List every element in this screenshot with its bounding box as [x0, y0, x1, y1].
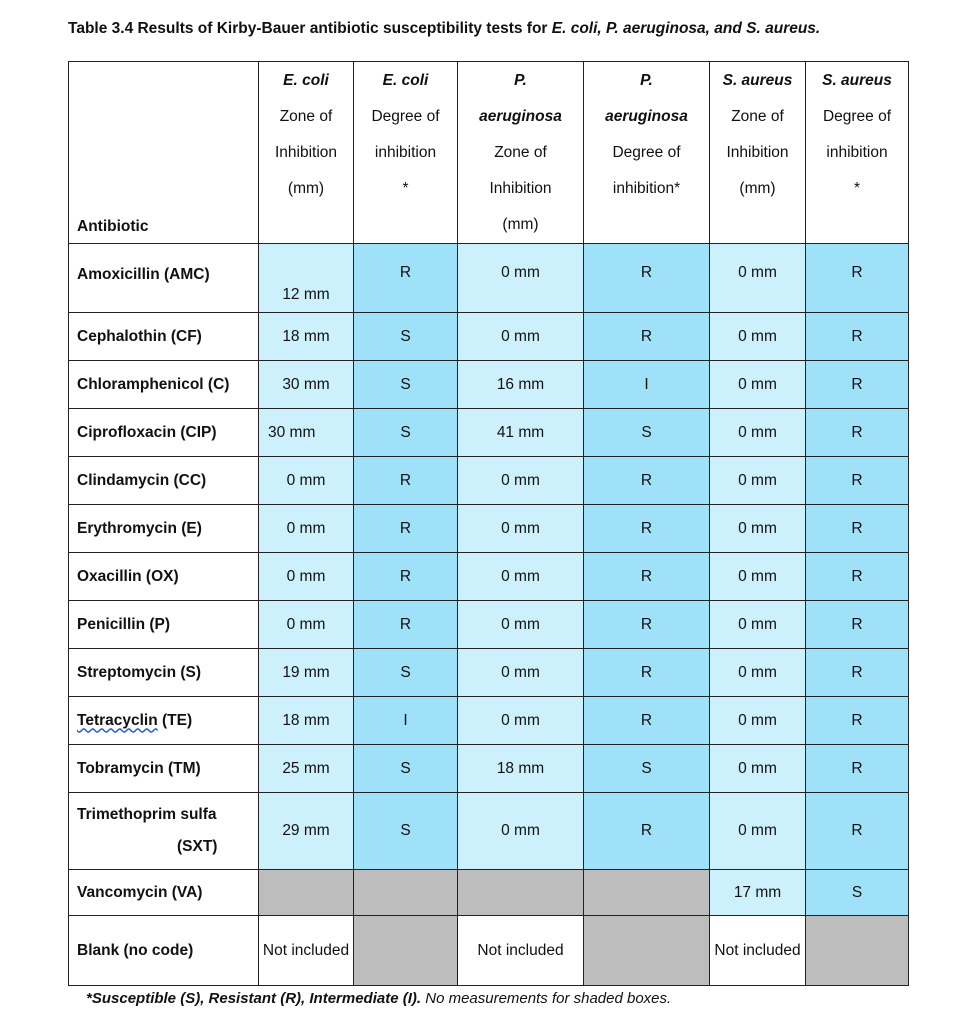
header-line: aeruginosa: [605, 108, 688, 125]
header-saureus-zone: [710, 62, 806, 244]
zone-cell: 12 mm: [259, 244, 354, 313]
zone-cell: 0 mm: [458, 697, 584, 745]
zone-cell: 17 mm: [710, 870, 806, 916]
degree-cell: R: [806, 361, 909, 409]
shaded-cell: [806, 916, 909, 986]
header-line: Degree of: [371, 108, 440, 125]
degree-cell: I: [354, 697, 458, 745]
degree-cell: R: [806, 505, 909, 553]
zone-cell: 0 mm: [259, 553, 354, 601]
antibiotic-name: Amoxicillin (AMC): [69, 244, 259, 313]
zone-cell: 0 mm: [458, 505, 584, 553]
header-line: inhibition*: [612, 180, 681, 197]
degree-cell: S: [354, 409, 458, 457]
zone-cell: 0 mm: [458, 313, 584, 361]
zone-cell: 30 mm: [259, 409, 354, 457]
degree-cell: I: [584, 361, 710, 409]
degree-cell: R: [806, 601, 909, 649]
degree-cell: R: [584, 244, 710, 313]
antibiotic-name: Penicillin (P): [69, 601, 259, 649]
antibiotic-name: Clindamycin (CC): [69, 457, 259, 505]
zone-cell: 0 mm: [710, 457, 806, 505]
zone-cell: 0 mm: [710, 553, 806, 601]
shaded-cell: [458, 870, 584, 916]
degree-cell: R: [806, 793, 909, 870]
header-line: *: [853, 180, 861, 197]
header-line: Inhibition: [274, 144, 338, 161]
degree-cell: R: [354, 244, 458, 313]
zone-cell: 0 mm: [710, 244, 806, 313]
degree-cell: R: [584, 457, 710, 505]
degree-cell: R: [354, 601, 458, 649]
not-included-cell: Not included: [259, 916, 354, 986]
degree-cell: R: [584, 313, 710, 361]
degree-cell: S: [354, 649, 458, 697]
header-line: Inhibition: [726, 144, 789, 161]
zone-cell: 0 mm: [710, 601, 806, 649]
header-row: [69, 62, 909, 244]
zone-cell: 19 mm: [259, 649, 354, 697]
degree-cell: S: [354, 793, 458, 870]
header-line: (mm): [287, 180, 325, 197]
header-line: Inhibition: [489, 180, 552, 197]
header-ecoli-degree: [354, 62, 458, 244]
zone-cell: 25 mm: [259, 745, 354, 793]
zone-cell: 0 mm: [710, 313, 806, 361]
header-line: inhibition: [374, 144, 437, 161]
table-row: [69, 916, 909, 986]
header-paeruginosa-degree: [584, 62, 710, 244]
degree-cell: R: [584, 601, 710, 649]
degree-cell: S: [584, 409, 710, 457]
antibiotic-name-line: (SXT): [177, 838, 218, 855]
zone-cell: 0 mm: [458, 457, 584, 505]
table-row: [69, 409, 909, 457]
table-row: [69, 457, 909, 505]
degree-cell: S: [354, 745, 458, 793]
zone-cell: 0 mm: [710, 361, 806, 409]
zone-cell: 0 mm: [259, 457, 354, 505]
header-paeruginosa-zone: [458, 62, 584, 244]
degree-cell: R: [584, 793, 710, 870]
table-row: [69, 601, 909, 649]
table-row: [69, 697, 909, 745]
antibiotic-name: [69, 697, 259, 745]
degree-cell: R: [806, 553, 909, 601]
table-row: [69, 553, 909, 601]
degree-cell: S: [354, 313, 458, 361]
table-row: [69, 505, 909, 553]
table-caption: [68, 20, 948, 38]
shaded-cell: [584, 870, 710, 916]
antibiotic-name-line: Trimethoprim sulfa: [77, 806, 217, 823]
header-line: Degree of: [822, 108, 892, 125]
zone-cell: 0 mm: [458, 601, 584, 649]
header-line: Zone of: [279, 108, 333, 125]
header-line: Zone of: [494, 144, 547, 161]
footnote-key: *Susceptible (S), Resistant (R), Intermediate (I).: [86, 990, 422, 1007]
header-ecoli-zone: [259, 62, 354, 244]
degree-cell: R: [584, 697, 710, 745]
header-saureus-degree: [806, 62, 909, 244]
caption-prefix: Table 3.4 Results of Kirby-Bauer antibiotic susceptibility tests for: [68, 20, 552, 37]
table-row: [69, 870, 909, 916]
header-line: inhibition: [826, 144, 888, 161]
degree-cell: R: [806, 745, 909, 793]
degree-cell: R: [806, 649, 909, 697]
degree-cell: R: [584, 649, 710, 697]
species-label: E. coli: [382, 72, 429, 89]
table-row: [69, 313, 909, 361]
antibiotic-name: Chloramphenicol (C): [69, 361, 259, 409]
zone-cell: 0 mm: [710, 409, 806, 457]
header-line: *: [402, 180, 409, 197]
antibiotic-name: Tobramycin (TM): [69, 745, 259, 793]
shaded-cell: [354, 916, 458, 986]
table-row: [69, 793, 909, 870]
zone-cell: 0 mm: [710, 649, 806, 697]
table-row: [69, 745, 909, 793]
misspelled-word: Tetracyclin: [77, 711, 158, 729]
zone-cell: 0 mm: [259, 601, 354, 649]
header-antibiotic: Antibiotic: [69, 62, 259, 244]
degree-cell: R: [584, 505, 710, 553]
header-line: Degree of: [612, 144, 681, 161]
zone-cell: 30 mm: [259, 361, 354, 409]
shaded-cell: [584, 916, 710, 986]
table-row: [69, 244, 909, 313]
antibiotic-name: Cephalothin (CF): [69, 313, 259, 361]
species-label: P.: [640, 72, 653, 89]
degree-cell: R: [806, 457, 909, 505]
table-row: [69, 649, 909, 697]
antibiotic-name: Ciprofloxacin (CIP): [69, 409, 259, 457]
zone-cell: 0 mm: [710, 745, 806, 793]
degree-cell: R: [584, 553, 710, 601]
species-label: P.: [514, 72, 527, 89]
not-included-cell: Not included: [458, 916, 584, 986]
zone-cell: 0 mm: [710, 505, 806, 553]
species-label: E. coli: [283, 72, 329, 89]
antibiotic-name: Blank (no code): [69, 916, 259, 986]
zone-cell: 0 mm: [458, 553, 584, 601]
zone-cell: 0 mm: [259, 505, 354, 553]
zone-cell: 41 mm: [458, 409, 584, 457]
degree-cell: R: [806, 244, 909, 313]
antibiotic-name: Vancomycin (VA): [69, 870, 259, 916]
degree-cell: S: [354, 361, 458, 409]
header-line: (mm): [502, 216, 539, 233]
footnote-note: No measurements for shaded boxes.: [421, 990, 672, 1007]
degree-cell: R: [354, 505, 458, 553]
zone-cell: 16 mm: [458, 361, 584, 409]
degree-cell: R: [806, 697, 909, 745]
degree-cell: R: [354, 457, 458, 505]
zone-cell: 0 mm: [710, 793, 806, 870]
antibiotic-name: Streptomycin (S): [69, 649, 259, 697]
zone-cell: 0 mm: [458, 649, 584, 697]
susceptibility-table: [68, 61, 909, 986]
antibiotic-name: Oxacillin (OX): [69, 553, 259, 601]
degree-cell: S: [584, 745, 710, 793]
header-line: aeruginosa: [479, 108, 562, 125]
degree-cell: R: [806, 409, 909, 457]
header-line: Zone of: [731, 108, 784, 125]
zone-cell: 18 mm: [458, 745, 584, 793]
caption-species: E. coli, P. aeruginosa, and S. aureus.: [551, 20, 821, 37]
species-label: S. aureus: [722, 72, 793, 89]
table-footnote: [86, 990, 671, 1007]
degree-cell: R: [354, 553, 458, 601]
zone-cell: 29 mm: [259, 793, 354, 870]
antibiotic-name: [69, 793, 259, 870]
shaded-cell: [354, 870, 458, 916]
shaded-cell: [259, 870, 354, 916]
table-row: [69, 361, 909, 409]
zone-cell: 18 mm: [259, 697, 354, 745]
zone-cell: 0 mm: [458, 244, 584, 313]
antibiotic-name: Erythromycin (E): [69, 505, 259, 553]
antibiotic-code: (TE): [157, 711, 193, 729]
zone-cell: 0 mm: [458, 793, 584, 870]
species-label: S. aureus: [822, 72, 892, 89]
not-included-cell: Not included: [710, 916, 806, 986]
zone-cell: 18 mm: [259, 313, 354, 361]
zone-cell: 0 mm: [710, 697, 806, 745]
header-line: (mm): [739, 180, 776, 197]
degree-cell: R: [806, 313, 909, 361]
degree-cell: S: [806, 870, 909, 916]
